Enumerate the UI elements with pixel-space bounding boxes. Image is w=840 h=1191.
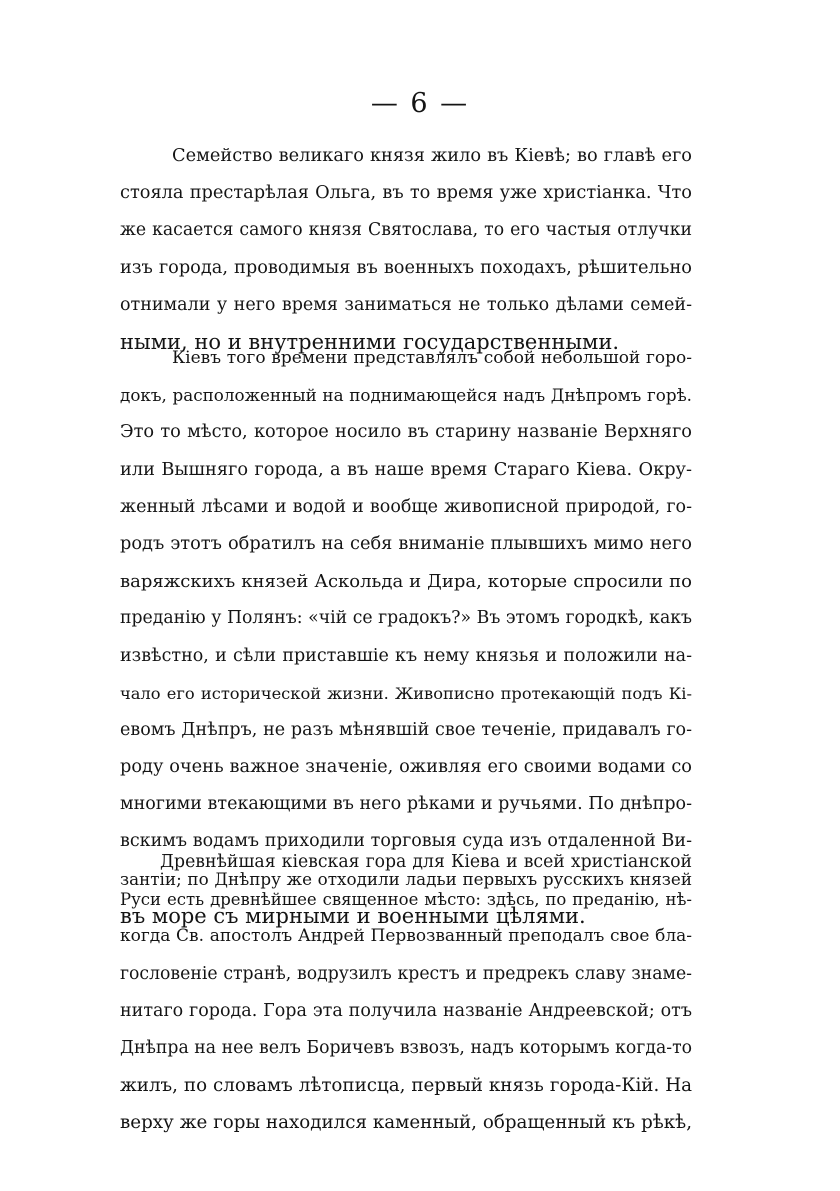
text-line: роду очень важное значеніе, оживляя его своими водами со: [120, 757, 692, 778]
text-line: Днѣпра на нее велъ Боричевъ взвозъ, надъ которымъ когда-то: [120, 1037, 692, 1058]
text-line: родъ этотъ обратилъ на себя вниманіе плывшихъ мимо него: [120, 533, 692, 554]
text-line: Кіевъ того времени представлялъ собой небольшой горо-: [172, 348, 692, 368]
text-line: жилъ, по словамъ лѣтописца, первый князь города-Кій. На: [120, 1075, 692, 1097]
text-line: чало его исторической жизни. Живописно протекающій подъ Кі-: [120, 683, 692, 703]
text-line: евомъ Днѣпръ, не разъ мѣнявшій свое теченіе, придавалъ го-: [120, 719, 692, 740]
text-line: вскимъ водамъ приходили торговыя суда изъ отдаленной Ви-: [120, 831, 692, 852]
text-line: Это то мѣсто, которое носило въ старину названіе Верхняго: [120, 422, 692, 443]
text-line: Семейство великаго князя жило въ Кіевѣ; во главѣ его: [172, 146, 692, 166]
text-line: когда Св. апостолъ Андрей Первозванный преподалъ свое бла-: [120, 926, 692, 947]
text-line: Древнѣйшая кіевская гора для Кіева и всей христіанской: [160, 852, 692, 872]
text-line: ными, но и внутренними государственными.: [120, 329, 620, 354]
text-line: Руси есть древнѣйшее священное мѣсто: здѣсь, по преданію, нѣ-: [120, 890, 692, 910]
text-line: зантіи; по Днѣпру же отходили ладьи первыхъ русскихъ князей: [120, 868, 692, 889]
paragraph-family-of-grand-prince: [120, 138, 692, 361]
text-line: преданію у Полянъ: «чій се градокъ?» Въ этомъ городкѣ, какъ: [120, 608, 692, 629]
text-line: женный лѣсами и водой и вообще живописной природой, го-: [120, 496, 692, 517]
text-line: нитаго города. Гора эта получила названіе Андреевской; отъ: [120, 1000, 692, 1021]
page-number: — 6 —: [370, 88, 470, 119]
text-line: изъ города, проводимыя въ военныхъ походахъ, рѣшительно: [120, 257, 692, 278]
text-line: стояла престарѣлая Ольга, въ то время уже христіанка. Что: [120, 183, 692, 204]
paragraph-ancient-kiev-hill: [120, 844, 692, 1142]
text-line: извѣстно, и сѣли приставшіе къ нему князья и положили на-: [120, 645, 692, 666]
text-line: многими втекающими въ него рѣками и ручьями. По днѣпро-: [120, 794, 692, 815]
text-line: верху же горы находился каменный, обращенный къ рѣкѣ,: [120, 1112, 692, 1134]
text-line: отнимали у него время заниматься не только дѣлами семей-: [120, 294, 692, 315]
text-line: или Вышняго города, а въ наше время Стараго Кіева. Окру-: [120, 459, 692, 480]
text-line: въ море съ мирными и военными цѣлями.: [120, 903, 586, 928]
text-line: докъ, расположенный на поднимающейся надъ Днѣпромъ горѣ.: [120, 385, 692, 406]
text-line: варяжскихъ князей Аскольда и Дира, которые спросили по: [120, 571, 692, 593]
text-line: же касается самого князя Святослава, то его частыя отлучки: [120, 220, 692, 241]
text-line: гословеніе странѣ, водрузилъ крестъ и предрекъ славу знаме-: [120, 963, 692, 984]
